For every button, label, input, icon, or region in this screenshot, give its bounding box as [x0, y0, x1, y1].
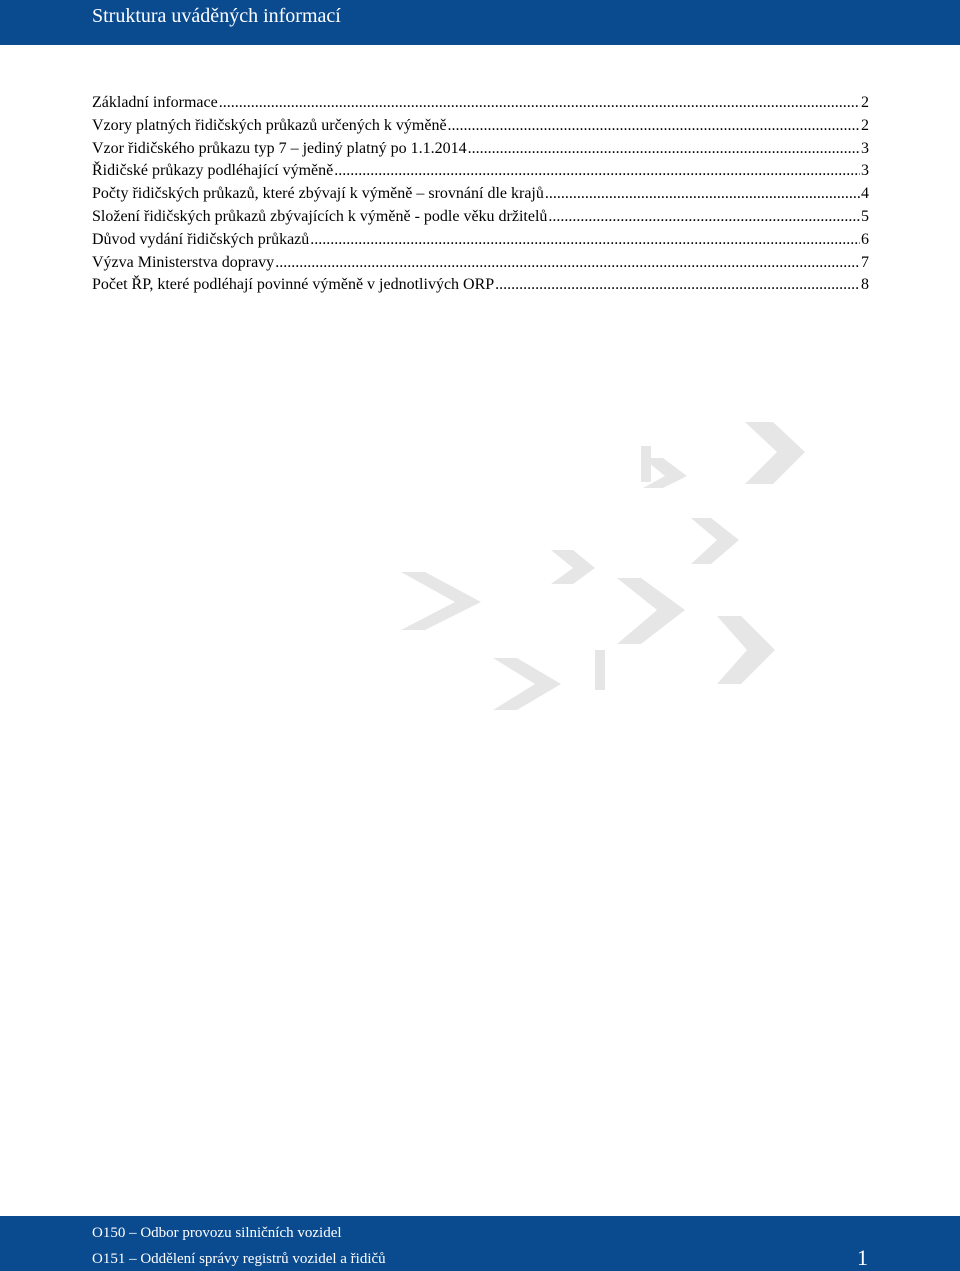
toc-dot-leader: [334, 160, 860, 183]
toc-entry[interactable]: [92, 115, 869, 138]
toc-dot-leader: [275, 252, 860, 275]
header-bar: [0, 0, 960, 45]
toc-entry-title: Počet ŘP, které podléhají povinné výměně v jednotlivých ORP: [92, 276, 495, 294]
toc-dot-leader: [495, 274, 860, 297]
toc-entry-page: 2: [861, 116, 869, 134]
toc-entry-page: 3: [861, 139, 869, 157]
footer-bar: [0, 1216, 960, 1271]
toc-dot-leader: [468, 138, 860, 161]
page-title: Struktura uváděných informací: [92, 5, 341, 27]
footer-department: O150 – Odbor provozu silničních vozidel: [92, 1225, 342, 1241]
watermark-chevron: [617, 578, 685, 644]
toc-entry[interactable]: [92, 138, 869, 161]
watermark-chevron: [551, 550, 595, 584]
toc-entry-page: 5: [861, 207, 869, 225]
toc-dot-leader: [545, 183, 860, 206]
toc-entry-page: 6: [861, 230, 869, 248]
watermark-logo: [395, 418, 805, 718]
watermark-chevron: [493, 658, 561, 710]
toc-entry-page: 7: [861, 253, 869, 271]
toc-entry[interactable]: [92, 252, 869, 275]
watermark-bar: [641, 446, 651, 482]
toc-entry[interactable]: [92, 92, 869, 115]
toc-entry-page: 2: [861, 94, 869, 111]
toc-entry[interactable]: [92, 183, 869, 206]
footer-section: O151 – Oddělení správy registrů vozidel a řidičů: [92, 1251, 386, 1267]
page-number: 1: [857, 1245, 868, 1270]
watermark-chevron: [401, 572, 481, 630]
toc-entry-title: Vzory platných řidičských průkazů určených k výměně: [92, 116, 447, 134]
toc-entry-page: 8: [861, 276, 869, 294]
toc-dot-leader: [448, 115, 860, 138]
toc-entry-title: Řidičské průkazy podléhající výměně: [92, 162, 334, 180]
watermark-bar: [595, 650, 605, 690]
toc-entry[interactable]: [92, 206, 869, 229]
toc-entry-title: Složení řidičských průkazů zbývajících k výměně - podle věku držitelů: [92, 207, 548, 225]
toc-entry-title: Základní informace: [92, 94, 218, 111]
toc-entry-title: Vzor řidičského průkazu typ 7 – jediný platný po 1.1.2014: [92, 139, 467, 157]
watermark-chevron: [691, 518, 739, 564]
toc-entry-title: Výzva Ministerstva dopravy: [92, 253, 275, 271]
toc-dot-leader: [219, 92, 860, 115]
watermark-chevron: [745, 422, 805, 484]
table-of-contents: [92, 92, 869, 297]
toc-entry[interactable]: [92, 229, 869, 252]
toc-entry-title: Počty řidičských průkazů, které zbývají k výměně – srovnání dle krajů: [92, 185, 544, 203]
toc-entry-title: Důvod vydání řidičských průkazů: [92, 230, 310, 248]
toc-dot-leader: [548, 206, 860, 229]
toc-entry-page: 3: [861, 162, 869, 180]
watermark-chevron: [717, 616, 775, 684]
toc-entry[interactable]: [92, 274, 869, 297]
toc-entry-page: 4: [861, 185, 869, 203]
toc-entry[interactable]: [92, 160, 869, 183]
toc-dot-leader: [310, 229, 860, 252]
